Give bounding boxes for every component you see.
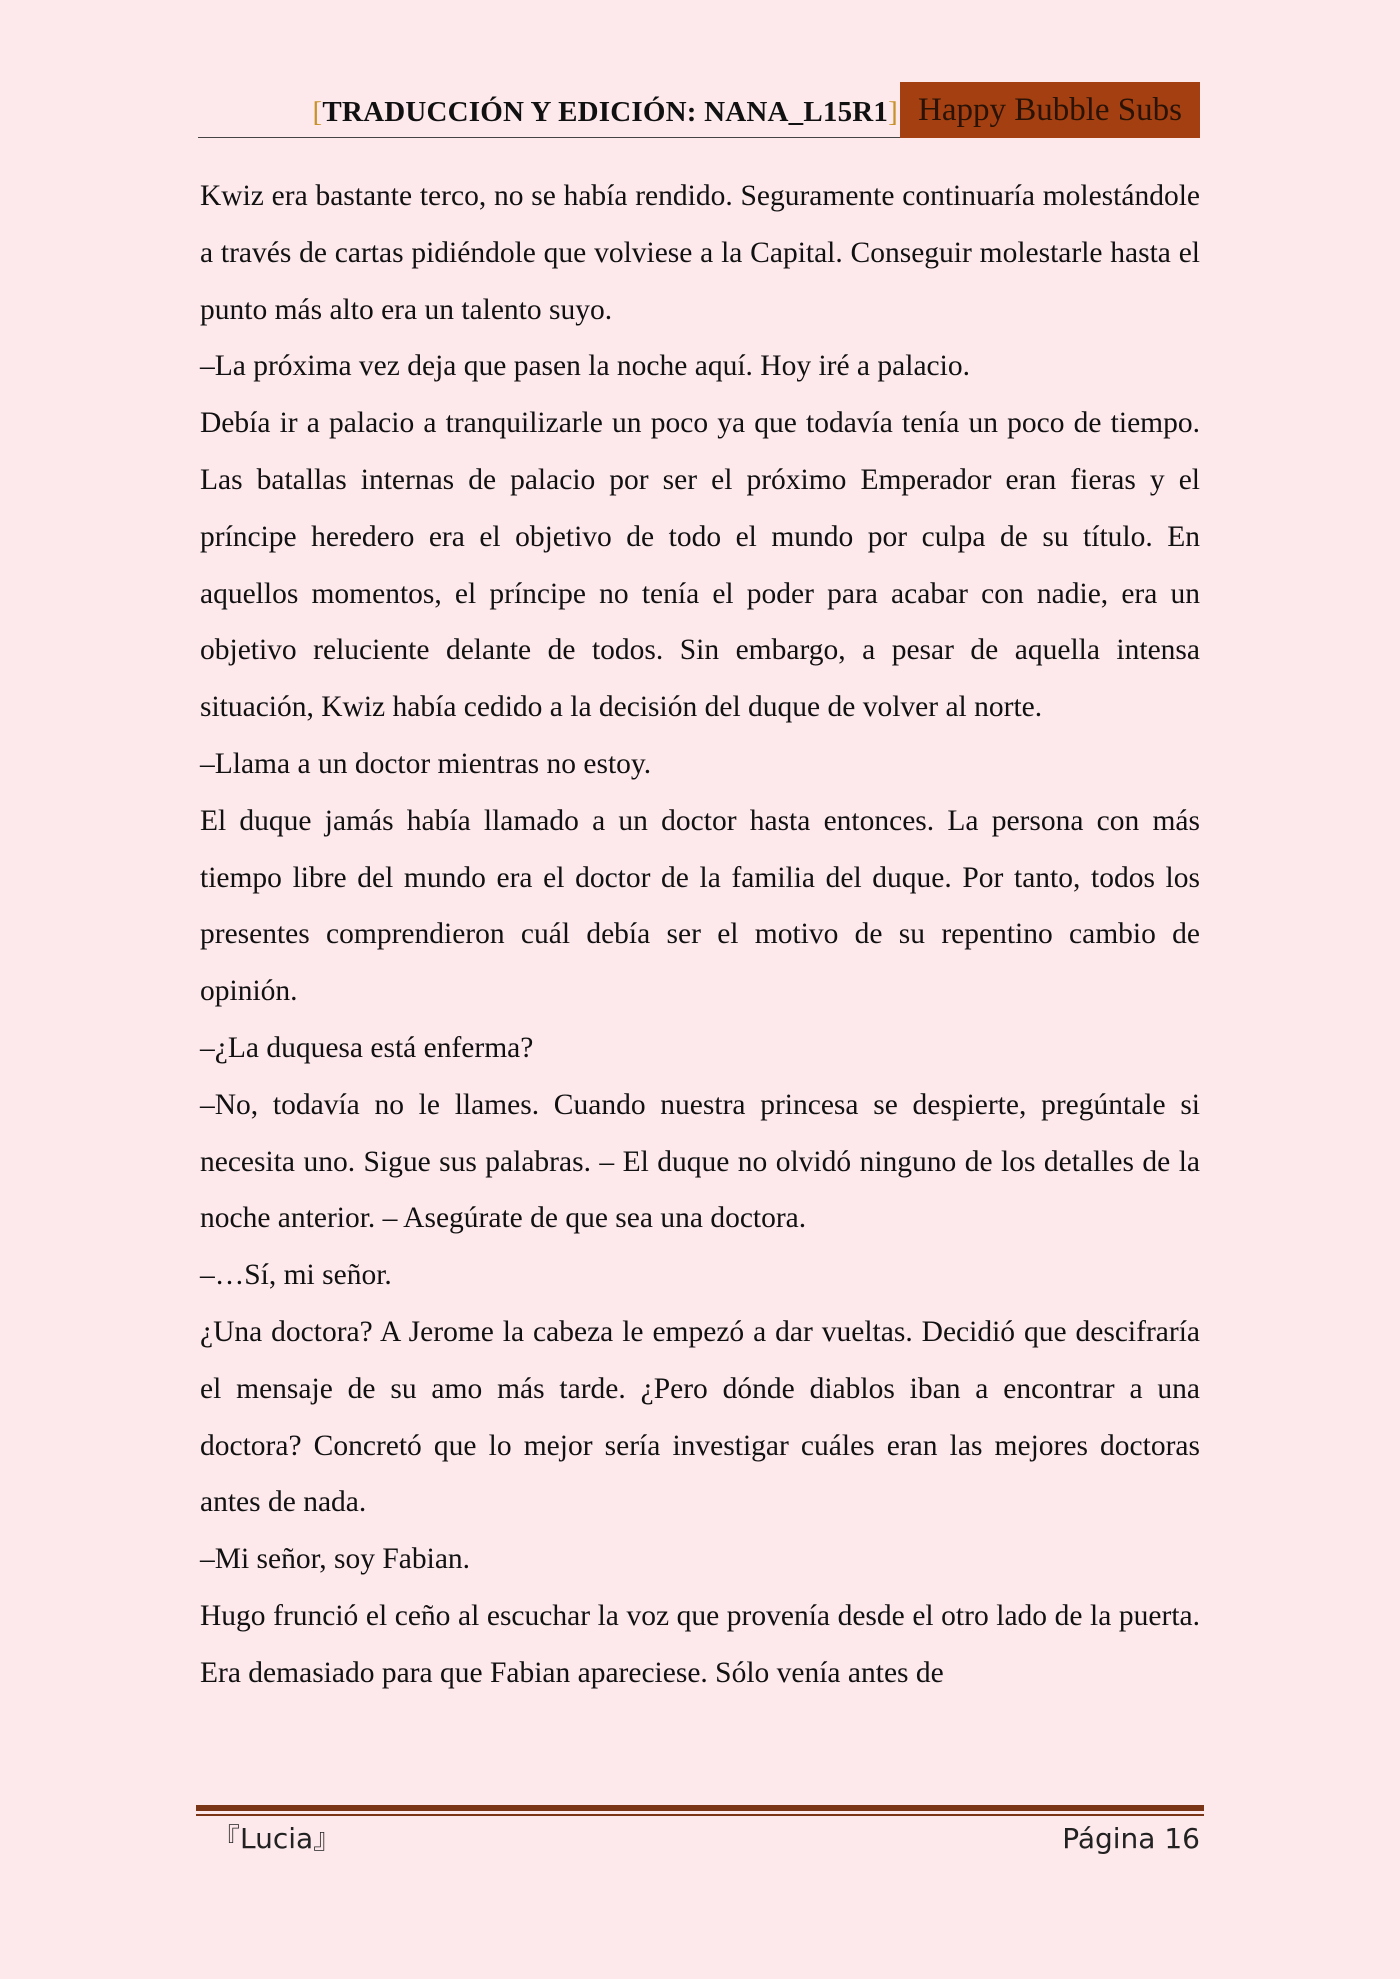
translation-credit [313, 96, 898, 129]
credit-bracket-close: ] [888, 96, 898, 128]
header-divider [198, 137, 900, 138]
footer-book-title: 『Lucia』 [212, 1822, 342, 1855]
footer-divider-thick [196, 1805, 1204, 1811]
paragraph: Kwiz era bastante terco, no se había rendido. Seguramente continuaría molestándole a través de cartas pidiéndole que volviese a la Capital. Conseguir molestarle hasta el punto más alto era un talento suyo. [200, 180, 1200, 326]
body-text [200, 168, 1200, 1702]
paragraph: –No, todavía no le llames. Cuando nuestra princesa se despierte, pregúntale si necesita uno. Sigue sus palabras. – El duque no olvidó ninguno de los detalles de la noche anterior. – Asegúrate de que sea una doctora. [200, 1088, 1200, 1235]
paragraph: –Mi señor, soy Fabian. [200, 1543, 471, 1576]
page-number: Página 16 [1062, 1822, 1200, 1855]
page-header [198, 82, 1200, 138]
paragraph: –¿La duquesa está enferma? [200, 1031, 534, 1064]
footer-divider-thin [196, 1814, 1204, 1816]
paragraph: Debía ir a palacio a tranquilizarle un poco ya que todavía tenía un poco de tiempo. Las batallas internas de palacio por ser el próximo Emperador eran fieras y el príncipe heredero era el objetivo de todo el mundo por culpa de su título. En aquellos momentos, el príncipe no tenía el poder para acabar con nadie, era un objetivo reluciente delante de todos. Sin embargo, a pesar de aquella intensa situación, Kwiz había cedido a la decisión del duque de volver al norte. [200, 407, 1200, 724]
paragraph: –Llama a un doctor mientras no estoy. [200, 747, 652, 780]
paragraph: –…Sí, mi señor. [200, 1259, 392, 1292]
group-name-badge: Happy Bubble Subs [900, 82, 1200, 138]
credit-text: TRADUCCIÓN Y EDICIÓN: NANA_L15R1 [322, 96, 889, 128]
paragraph: –La próxima vez deja que pasen la noche aquí. Hoy iré a palacio. [200, 350, 970, 383]
paragraph: El duque jamás había llamado a un doctor hasta entonces. La persona con más tiempo libre del mundo era el doctor de la familia del duque. Por tanto, todos los presentes comprendieron cuál debía ser el motivo de su repentino cambio de opinión. [200, 804, 1200, 1008]
credit-bracket-open: [ [312, 96, 323, 128]
paragraph: Hugo frunció el ceño al escuchar la voz que provenía desde el otro lado de la puerta. Era demasiado para que Fabian apareciese. Sólo venía antes de [200, 1599, 1200, 1689]
paragraph: ¿Una doctora? A Jerome la cabeza le empezó a dar vueltas. Decidió que descifraría el mensaje de su amo más tarde. ¿Pero dónde diablos iban a encontrar a una doctora? Concretó que lo mejor sería investigar cuáles eran las mejores doctoras antes de nada. [200, 1315, 1200, 1519]
